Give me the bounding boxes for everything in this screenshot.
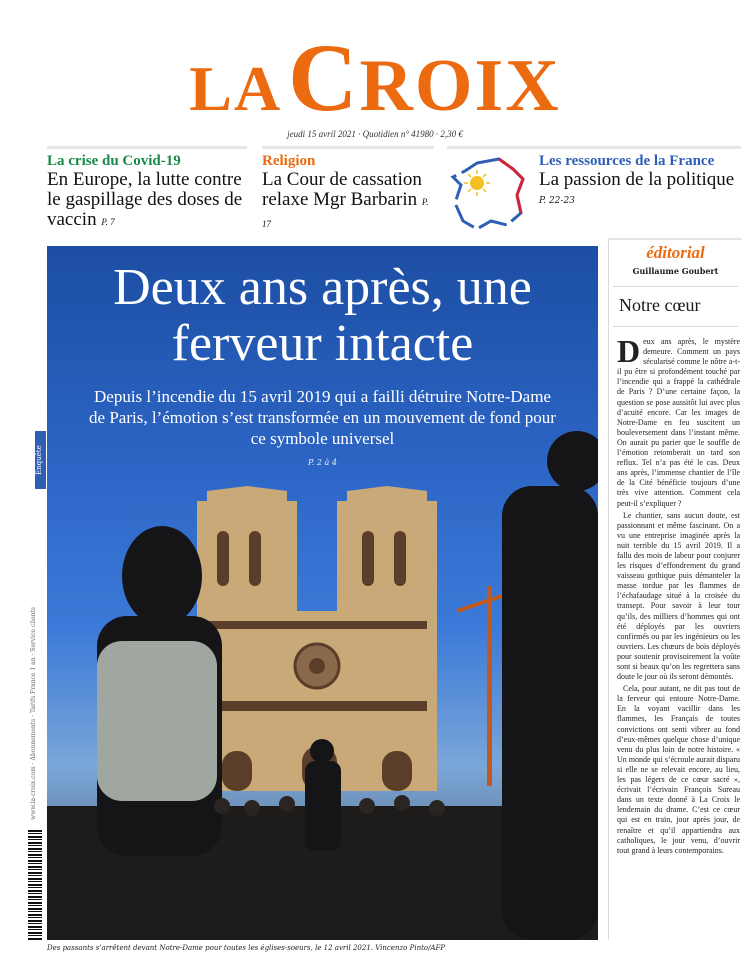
editorial-dropcap: D — [617, 333, 641, 369]
teaser-religion[interactable] — [262, 146, 434, 234]
editorial-paragraph: Cela, pour autant, ne dit pas tout de la ferveur qui entoure Notre-Dame. En la voyant vacillir dans les flammes, les Français de toutes convictions ont senti vibrer au fond d’eux-mêmes quelque chose d’unique venu du plus loin de notre histoire. « Un monde qui s’écroule aurait disparu si elle ne se relevait encore, au lieu, les pas légers de ce cœur sacré », écrivait l’écrivain François Sureau dans un texte donné à La Croix le lendemain du drame. C’est ce cœur qui est en train, jour après jour, de renaître et qu’il appartiendra aux catholiques, le jour venu, d’ouvrir tout grand à leurs contemporains. — [617, 684, 740, 855]
photo-caption: Des passants s’arrêtent devant Notre-Dame pour toutes les églises-soeurs, le 12 avril 2021. Vincenzo Pinto/AFP — [47, 944, 446, 952]
editorial-paragraph: eux ans après, le mystère demeure. Comment un pays sécularisé comme le nôtre a-t-il pu être si profondément touché par l’incendie qui a frappé la cathédrale de Paris ? D’une certaine façon, la question se pose aussitôt lui avec plus d’acuité encore. Car les images de Notre-Dame en feu suscitent un bouleversement dans l’instant même. On aurait pu parier que le souffle de l’émotion retomberait un tard son reflux. Tel n’a pas été le cas. Deux ans après, l’immense chantier de l’île de la Cité bénéficie toujours d’une très vive attention. Comment cela peut-il s’expliquer ? — [617, 337, 740, 508]
lead-photo[interactable] — [47, 246, 598, 940]
lead-headline: Deux ans après, une ferveur intacte — [113, 259, 532, 372]
teaser-kicker: La crise du Covid-19 — [47, 153, 181, 169]
logo-la: LA — [189, 53, 283, 124]
teaser-headline: La passion de la politique — [539, 169, 735, 190]
barcode — [28, 830, 42, 940]
teaser-page: P. 17 — [262, 197, 429, 229]
teaser-ressources[interactable] — [447, 146, 741, 234]
sidebar-vertical-info: www.la-croix.com · Abonnements · Tarifs France 1 an · Service clients — [30, 607, 37, 820]
enquete-flag: Enquête — [35, 431, 46, 489]
editorial-author: Guillaume Goubert — [613, 263, 738, 287]
logo-roix: ROIX — [359, 45, 561, 127]
teaser-page: P. 22-23 — [539, 196, 575, 206]
teaser-covid[interactable] — [47, 146, 247, 234]
editorial-label: éditorial — [646, 243, 705, 262]
teaser-kicker: Les ressources de la France — [539, 153, 715, 169]
masthead-logo[interactable] — [0, 24, 750, 131]
editorial-column — [608, 238, 742, 940]
editorial-title: Notre cœur — [613, 287, 738, 327]
editorial-paragraph: Le chantier, sans aucun doute, est passionnant et même fascinant. On a vu une entreprise imaginée après la nuit terrible du 15 avril 2019. Il a fallu des mois de labeur pour conjurer les risques d’effondrement du grand vaisseau gothique puis démanteler la masse tordue par les flammes de l’échafaudage situé à la croisée du transept. Pour savoir à leur tour qu’ils, des milliers d’hommes qui ont été déployés par les ouvriers confirmés ou par les ingénieurs ou les ouvriers. Les chœurs de bois déployés pour soutenir provisoirement la voûte sont si beaux qu’on les regrettera sans doute le jour où ils seront démontés. — [617, 510, 740, 682]
logo-c: C — [288, 24, 360, 131]
teaser-headline: En Europe, la lutte contre le gaspillage des doses de vaccin P. 7 — [47, 169, 243, 230]
teaser-page: P. 7 — [101, 217, 115, 227]
france-map-icon — [447, 155, 533, 237]
editorial-body — [609, 327, 742, 947]
dateline: jeudi 15 avril 2021 · Quotidien n° 41980 · 2,30 € — [287, 129, 463, 139]
teaser-kicker: Religion — [262, 153, 316, 169]
lead-page-ref: P. 2 à 4 — [308, 458, 337, 467]
lead-subhead: Depuis l’incendie du 15 avril 2019 qui a failli détruire Notre-Dame de Paris, l’émotion s’est transformée en un mouvement de fond pour ce symbole universel — [89, 387, 556, 448]
teaser-headline: La Cour de cassation relaxe Mgr Barbarin P. 17 — [262, 169, 429, 229]
